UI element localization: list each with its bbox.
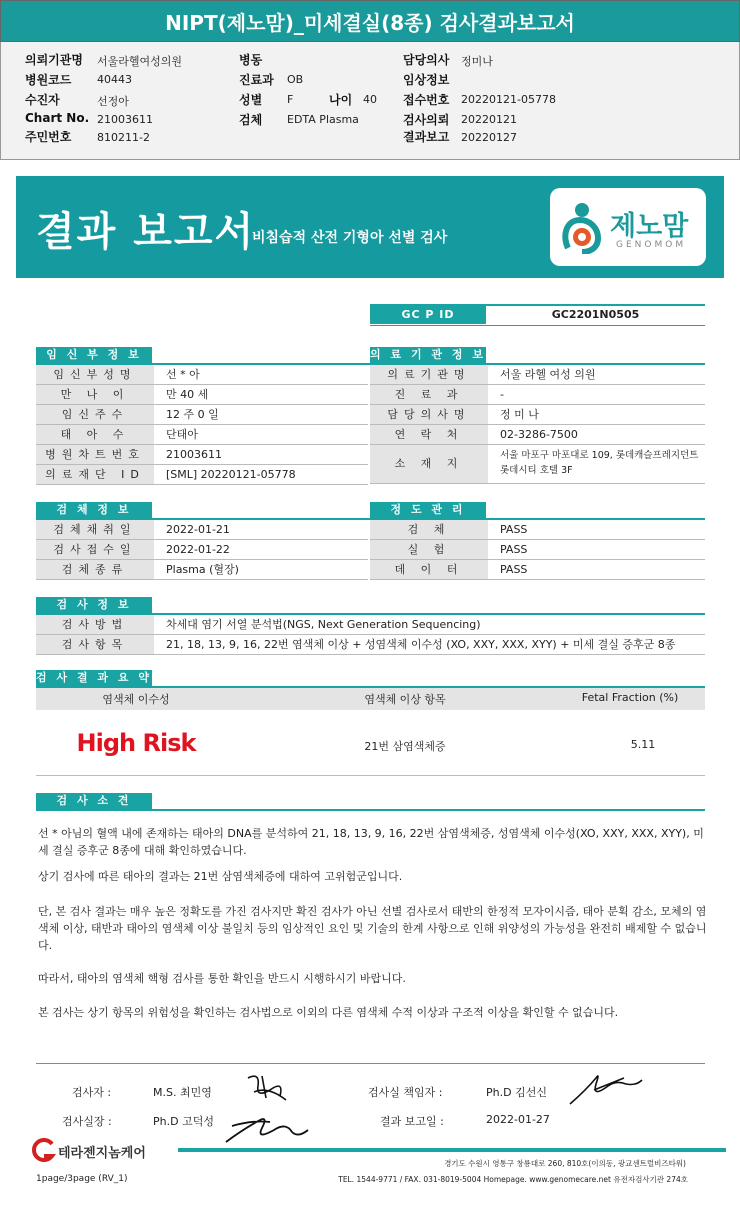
qc-label-2: 데 이 터: [370, 560, 488, 579]
specimen-info-header: 검 체 정 보: [36, 502, 152, 518]
institution-info-header: 의 료 기 관 정 보: [370, 348, 486, 361]
preg-value-3: 단태아: [166, 428, 198, 441]
tester-name: M.S. 최민영: [153, 1086, 212, 1099]
test-label-1: 검사항목: [36, 635, 154, 654]
receiver-value: 선정아: [97, 95, 129, 108]
tester-label: 검사자 :: [72, 1086, 112, 1099]
code-label: 병원코드: [25, 73, 72, 87]
fetal-fraction-value: 5.11: [630, 738, 656, 751]
qc-row-line-2: [370, 579, 705, 580]
genomom-logo: [550, 188, 706, 266]
logo-subtext: GENOMOM: [616, 240, 687, 250]
tester-signature: [240, 1068, 300, 1108]
finding-paragraph-5: 본 검사는 상기 항목의 위험성을 확인하는 검사법으로 이외의 다른 염색체 수적 이상과 구조적 이상을 확인할 수 없습니다.: [38, 1006, 619, 1019]
dept-label: 진료과: [239, 73, 274, 87]
report-label: 결과보고: [403, 130, 450, 144]
company-name: 테라젠지놈케어: [58, 1146, 146, 1161]
spec-label-2: 검체종류: [36, 560, 154, 579]
report-value: 20220127: [461, 131, 517, 144]
report-date-label: 결과 보고일 :: [380, 1115, 444, 1128]
clinical-label: 임상정보: [403, 73, 450, 87]
summary-col-ff: Fetal Fraction (%): [581, 691, 679, 704]
preg-label-1: 만 나 이: [36, 385, 154, 404]
code-value: 40443: [97, 73, 132, 86]
test-value-0: 차세대 염기 서열 분석법(NGS, Next Generation Sequencing): [166, 618, 481, 631]
doctor-label: 담당의사: [403, 53, 450, 67]
chief-label: 검사실장 :: [62, 1115, 112, 1128]
page-number: 1page/3page (RV_1): [36, 1174, 128, 1184]
spec-row-line-2: [36, 579, 368, 580]
qc-header: 정 도 관 리: [370, 502, 486, 518]
footer-bar: [178, 1148, 726, 1152]
inst-row-line-4: [370, 483, 705, 484]
preg-label-0: 임신부성명: [36, 365, 154, 384]
inst-value-2: 정 미 나: [500, 408, 539, 421]
preg-value-5: [SML] 20220121-05778: [166, 468, 296, 481]
age-value: 40: [363, 93, 377, 106]
summary-header: 검 사 결 과 요 약: [36, 671, 152, 684]
report-title: NIPT(제노맘)_미세결실(8종) 검사결과보고서: [0, 0, 740, 42]
chief-name: Ph.D 고덕성: [153, 1115, 214, 1128]
risk-item: 21번 삼염색체증: [364, 740, 446, 753]
qc-value-0: PASS: [500, 523, 528, 536]
gcp-id-label: GC P ID: [370, 306, 486, 324]
request-value: 20220121: [461, 113, 517, 126]
reception-value: 20220121-05778: [461, 93, 556, 106]
qc-label-1: 실 험: [370, 540, 488, 559]
spec-value-1: 2022-01-22: [166, 543, 230, 556]
inst-value-0: 서울 라헬 여성 의원: [500, 368, 596, 381]
lab-head-label: 검사실 책임자 :: [368, 1086, 443, 1099]
inst-label-1: 진 료 과: [370, 385, 488, 404]
inst-label-3: 연 락 처: [370, 425, 488, 444]
preg-label-3: 태 아 수: [36, 425, 154, 444]
spec-label-0: 검체채취일: [36, 520, 154, 539]
finding-paragraph-1: 선 * 아님의 혈액 내에 존재하는 태아의 DNA를 분석하여 21, 18, 13, 9, 16, 22번 삼염색체증, 성염색체 이수성(XO, XXY, XXX, XYY), 미세 결실 증후군 8종에 대해 확인하였습니다.: [38, 827, 704, 857]
summary-col-item: 염색체 이상 항목: [364, 693, 446, 706]
finding-paragraph-2: 상기 검사에 따른 태아의 결과는 21번 삼염색체증에 대하여 고위험군입니다.: [38, 870, 403, 883]
footer-contact: TEL. 1544-9771 / FAX. 031-8019-5004 Homepage. www.genomecare.net 유전자검사기관 274호: [338, 1175, 688, 1184]
summary-col-aneuploidy: 염색체 이수성: [102, 693, 170, 706]
findings-line: [36, 809, 705, 811]
test-label-0: 검사방법: [36, 615, 154, 634]
preg-row-line-5: [36, 484, 368, 485]
signature-divider: [36, 1063, 705, 1064]
banner-subtitle: 비침습적 산전 기형아 선별 검사: [252, 230, 448, 246]
report-date: 2022-01-27: [486, 1113, 550, 1126]
inst-label-4: 소 재 지: [370, 445, 488, 483]
preg-label-2: 임신주수: [36, 405, 154, 424]
lab-head-signature: [566, 1070, 646, 1108]
inst-label-2: 담당의사명: [370, 405, 488, 424]
risk-result: High Risk: [76, 729, 196, 757]
inst-label-0: 의료기관명: [370, 365, 488, 384]
logo-mother-icon: [560, 200, 608, 254]
preg-value-1: 만 40 세: [166, 388, 209, 401]
gcp-id-value: GC2201N0505: [551, 308, 640, 321]
specimen-label: 검체: [239, 113, 263, 127]
qc-label-0: 검 체: [370, 520, 488, 539]
spec-value-0: 2022-01-21: [166, 523, 230, 536]
result-banner: [16, 176, 724, 278]
qc-value-2: PASS: [500, 563, 528, 576]
hospital-value: 서울라헬여성의원: [97, 55, 183, 68]
finding-paragraph-3: 단, 본 검사 결과는 매우 높은 정확도를 가진 검사지만 확진 검사가 아닌 선별 검사로서 태반의 한정적 모자이시즘, 태아 분획 감소, 모체의 염색체 이상, 태반과 태아의 염색체 이상 불일치 등의 임상적인 요인 및 기술의 한계 사항으로 인해 위양성의 가능성을 완전히 배제할 수 없습니다.: [38, 905, 707, 952]
preg-label-4: 병원차트번호: [36, 445, 154, 464]
findings-header: 검 사 소 견: [36, 793, 152, 809]
request-label: 검사의뢰: [403, 113, 450, 127]
sex-value: F: [287, 93, 294, 106]
dept-value: OB: [287, 73, 304, 86]
qc-value-1: PASS: [500, 543, 528, 556]
test-value-1: 21, 18, 13, 9, 16, 22번 염색체 이상 + 성염색체 이수성 (XO, XXY, XXX, XYY) + 미세 결실 증후군 8종: [166, 638, 676, 651]
lab-head-name: Ph.D 김선신: [486, 1086, 547, 1099]
inst-value-4: 서울 마포구 마포대로 109, 롯데캐슬프레지던트 롯데시티 호텔 3F: [500, 450, 699, 476]
age-label: 나이: [329, 93, 353, 107]
test-row-line-1: [36, 654, 705, 655]
id-value: 810211-2: [97, 131, 150, 144]
inst-value-1: -: [500, 388, 504, 401]
gcp-bottom-line: [370, 325, 705, 326]
chart-label: Chart No.: [25, 111, 90, 125]
logo-text: 제노맘: [610, 211, 689, 242]
chart-value: 21003611: [97, 113, 153, 126]
spec-value-2: Plasma (혈장): [166, 563, 239, 576]
preg-value-4: 21003611: [166, 448, 222, 461]
test-info-header: 검 사 정 보: [36, 597, 152, 613]
preg-value-2: 12 주 0 일: [166, 408, 219, 421]
spec-label-1: 검사접수일: [36, 540, 154, 559]
summary-bottom-line: [36, 775, 705, 776]
banner-title: 결과 보고서: [36, 209, 256, 255]
reception-label: 접수번호: [403, 93, 450, 107]
inst-value-3: 02-3286-7500: [500, 428, 578, 441]
patient-info-box: [0, 42, 740, 160]
specimen-value: EDTA Plasma: [287, 113, 359, 126]
finding-paragraph-4: 따라서, 태아의 염색체 핵형 검사를 통한 확인을 반드시 시행하시기 바랍니다.: [38, 972, 406, 985]
pregnant-info-header: 임 신 부 정 보: [36, 347, 152, 363]
preg-value-0: 선 * 아: [166, 368, 200, 381]
footer-address: 경기도 수원시 영통구 창룡대로 260, 810호(이의동, 광교센트럴비즈타워): [444, 1159, 686, 1168]
chief-signature: [222, 1106, 312, 1146]
receiver-label: 수진자: [25, 93, 60, 107]
preg-label-5: 의료재단 ID: [36, 465, 154, 484]
id-label: 주민번호: [25, 130, 72, 144]
ward-label: 병동: [239, 53, 263, 67]
company-logo-icon: [30, 1138, 56, 1162]
doctor-value: 정미나: [461, 55, 493, 68]
hospital-label: 의뢰기관명: [25, 53, 83, 67]
sex-label: 성별: [239, 93, 263, 107]
